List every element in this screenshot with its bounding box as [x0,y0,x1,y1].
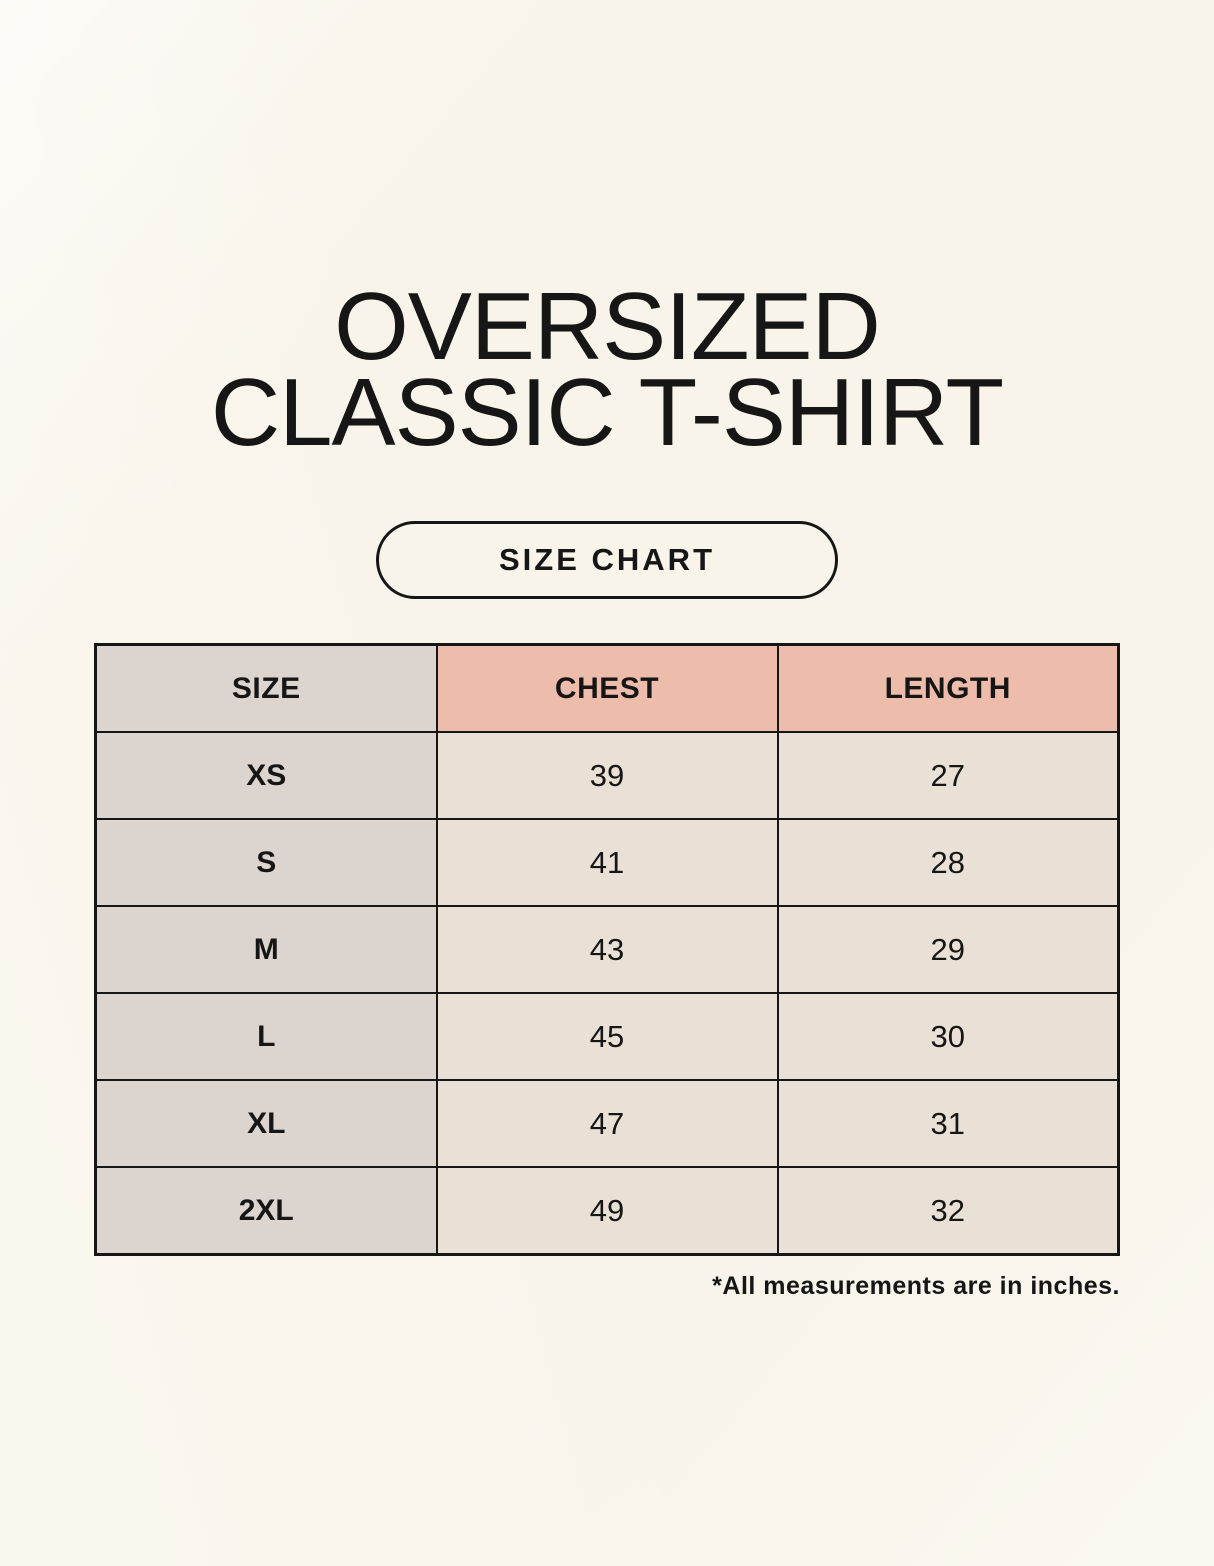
chest-cell: 43 [437,906,778,993]
page-title [0,273,1214,467]
badge-container [0,521,1214,599]
measurements-footnote: *All measurements are in inches. [712,1272,1120,1301]
column-header-size: SIZE [96,645,437,733]
size-cell: XS [96,732,437,819]
chest-cell: 47 [437,1080,778,1167]
chest-cell: 41 [437,819,778,906]
size-cell: XL [96,1080,437,1167]
size-chart-table [94,643,1120,1256]
table-row [96,1167,1119,1255]
table-row [96,732,1119,819]
table-row [96,993,1119,1080]
length-cell: 29 [778,906,1119,993]
chest-cell: 45 [437,993,778,1080]
size-cell: M [96,906,437,993]
size-cell: 2XL [96,1167,437,1255]
chest-cell: 39 [437,732,778,819]
size-cell: L [96,993,437,1080]
length-cell: 32 [778,1167,1119,1255]
table-row [96,1080,1119,1167]
length-cell: 28 [778,819,1119,906]
title-line-2: CLASSIC T-SHIRT [210,359,1004,467]
length-cell: 30 [778,993,1119,1080]
size-chart-badge-label: SIZE CHART [499,542,715,578]
column-header-chest: CHEST [437,645,778,733]
size-cell: S [96,819,437,906]
chest-cell: 49 [437,1167,778,1255]
length-cell: 27 [778,732,1119,819]
table-row [96,906,1119,993]
column-header-length: LENGTH [778,645,1119,733]
table-header-row [96,645,1119,733]
table-row [96,819,1119,906]
size-chart-badge [376,521,838,599]
title-line-1: OVERSIZED [334,273,880,380]
length-cell: 31 [778,1080,1119,1167]
